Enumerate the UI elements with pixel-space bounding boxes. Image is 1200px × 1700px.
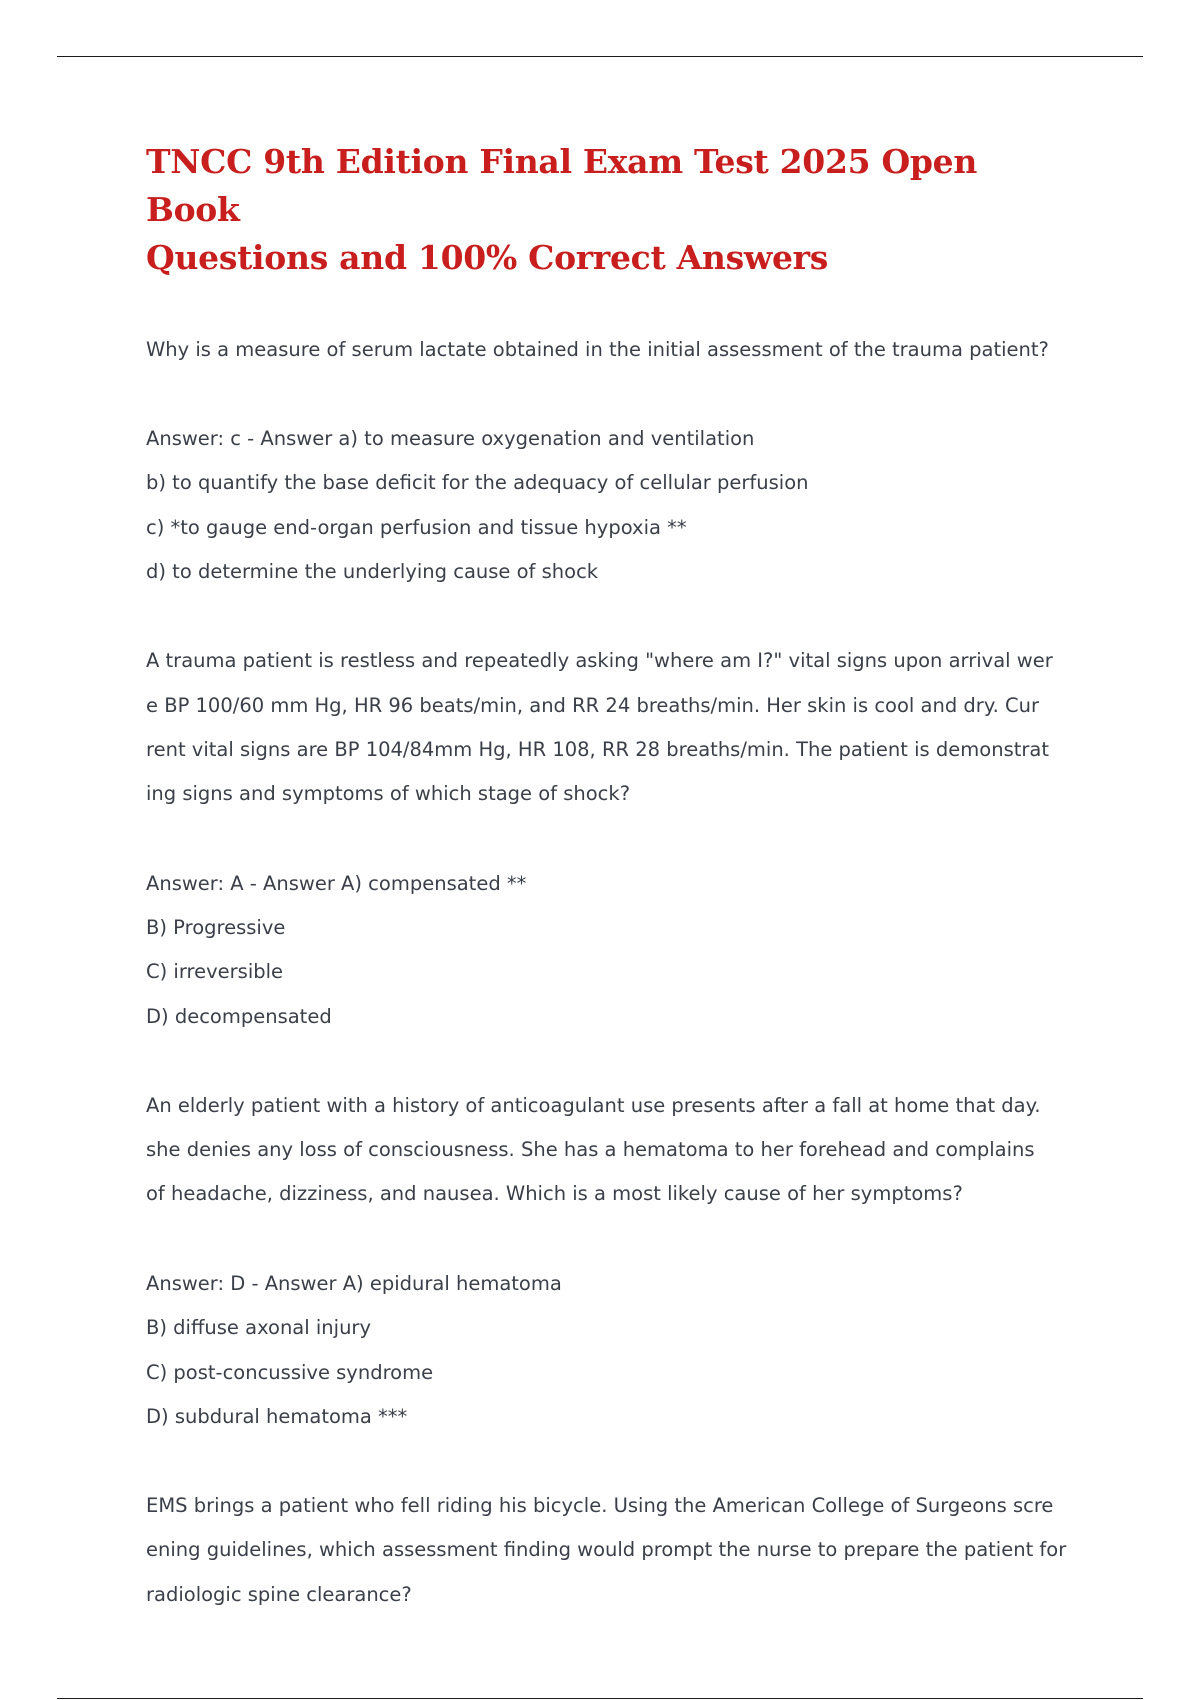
bottom-rule	[57, 1698, 1143, 1699]
question-2-line: ing signs and symptoms of which stage of shock?	[146, 782, 631, 805]
answer-1-line: Answer: c - Answer a) to measure oxygenation and ventilation	[146, 427, 755, 450]
answer-3-option: C) post-concussive syndrome	[146, 1361, 434, 1384]
answer-1-option: b) to quantify the base deficit for the adequacy of cellular perfusion	[146, 471, 809, 494]
question-3-line: An elderly patient with a history of anticoagulant use presents after a fall at home that day.	[146, 1094, 1041, 1117]
question-2-line: rent vital signs are BP 104/84mm Hg, HR 108, RR 28 breaths/min. The patient is demonstrat	[146, 738, 1049, 761]
answer-1-option: d) to determine the underlying cause of shock	[146, 560, 599, 583]
question-1-line: Why is a measure of serum lactate obtained in the initial assessment of the trauma patient?	[146, 338, 1049, 361]
question-2-line: e BP 100/60 mm Hg, HR 96 beats/min, and RR 24 breaths/min. Her skin is cool and dry. Cur	[146, 694, 1039, 717]
answer-2-option: D) decompensated	[146, 1005, 332, 1028]
answer-3-option: B) diffuse axonal injury	[146, 1316, 371, 1339]
question-3-line: she denies any loss of consciousness. She has a hematoma to her forehead and complains	[146, 1138, 1035, 1161]
document-title	[146, 138, 1026, 282]
title-line-1: TNCC 9th Edition Final Exam Test 2025 Open Book	[146, 142, 978, 229]
answer-1-option: c) *to gauge end-organ perfusion and tissue hypoxia **	[146, 516, 687, 539]
question-4-line: ening guidelines, which assessment finding would prompt the nurse to prepare the patient for	[146, 1538, 1067, 1561]
answer-3-line: Answer: D - Answer A) epidural hematoma	[146, 1272, 562, 1295]
top-rule	[57, 56, 1143, 57]
title-line-2: Questions and 100% Correct Answers	[146, 238, 829, 277]
answer-2-option: B) Progressive	[146, 916, 286, 939]
question-4-line: radiologic spine clearance?	[146, 1583, 412, 1606]
answer-2-line: Answer: A - Answer A) compensated **	[146, 872, 527, 895]
question-3-line: of headache, dizziness, and nausea. Which is a most likely cause of her symptoms?	[146, 1182, 963, 1205]
question-4-line: EMS brings a patient who fell riding his bicycle. Using the American College of Surgeons scre	[146, 1494, 1054, 1517]
answer-3-option: D) subdural hematoma ***	[146, 1405, 408, 1428]
question-2-line: A trauma patient is restless and repeatedly asking "where am I?" vital signs upon arrival wer	[146, 649, 1053, 672]
answer-2-option: C) irreversible	[146, 960, 284, 983]
